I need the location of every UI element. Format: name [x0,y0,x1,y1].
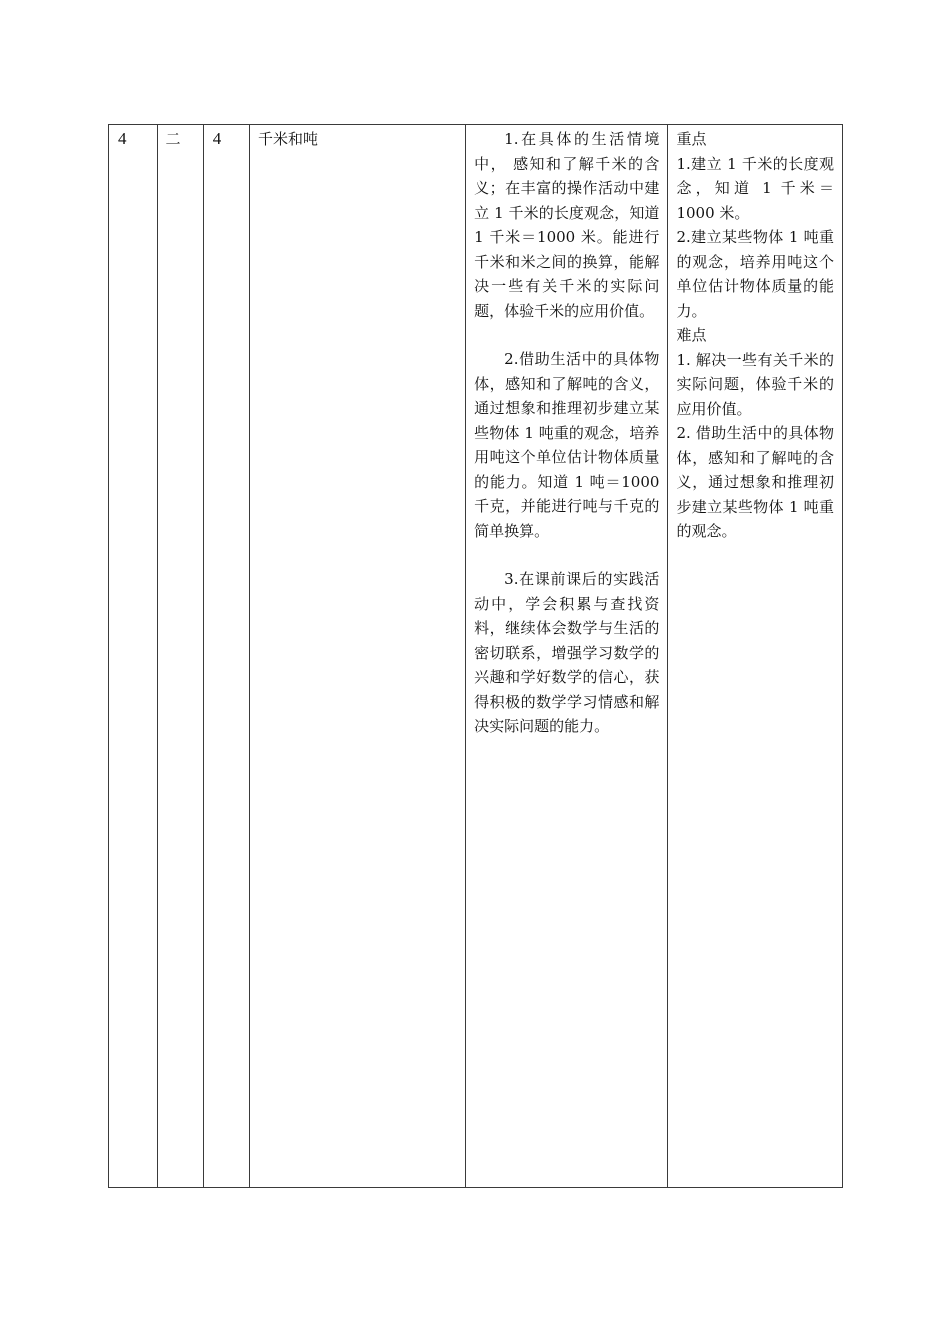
unit-cell: 二 [157,125,203,1188]
difficult-point-item: 2. 借助生活中的具体物体，感知和了解吨的含义，通过想象和推理初步建立某些物体 1 吨重的观念。 [676,424,834,540]
goal-paragraph: 1.在具体的生活情境中， 感知和了解千米的含义；在丰富的操作活动中建立 1 千米的长度观念，知道 1 千米＝1000 米。能进行千米和米之间的换算，能解决一些有关千米的实际问题，体验千米的应用价值。 [474,130,660,320]
key-point-item: 2.建立某些物体 1 吨重的观念，培养用吨这个单位估计物体质量的能力。 [676,228,834,320]
difficult-points-heading: 难点 [676,326,707,344]
goal-paragraph: 3.在课前课后的实践活动中，学会积累与查找资料，继续体会数学与生活的密切联系，增强学习数学的兴趣和学好数学的信心，获得积极的数学学习情感和解决实际问题的能力。 [474,570,660,735]
difficult-point-item: 1. 解决一些有关千米的实际问题，体验千米的应用价值。 [676,350,834,418]
week-cell: 4 [109,125,158,1188]
goals-cell [466,125,668,1188]
focus-cell [668,125,843,1188]
key-point-item: 1.建立 1 千米的长度观念，知道 1 千米＝1000 米。 [676,154,834,222]
hours-cell: 4 [203,125,249,1188]
lesson-plan-table [108,124,843,1188]
key-points-heading: 重点 [676,130,707,148]
title-cell: 千米和吨 [250,125,466,1188]
goal-paragraph: 2.借助生活中的具体物体，感知和了解吨的含义，通过想象和推理初步建立某些物体 1 吨重的观念，培养用吨这个单位估计物体质量的能力。知道 1 吨＝1000 千克，并能进行吨与千克的简单换算。 [474,350,660,540]
table-row [109,125,843,1188]
